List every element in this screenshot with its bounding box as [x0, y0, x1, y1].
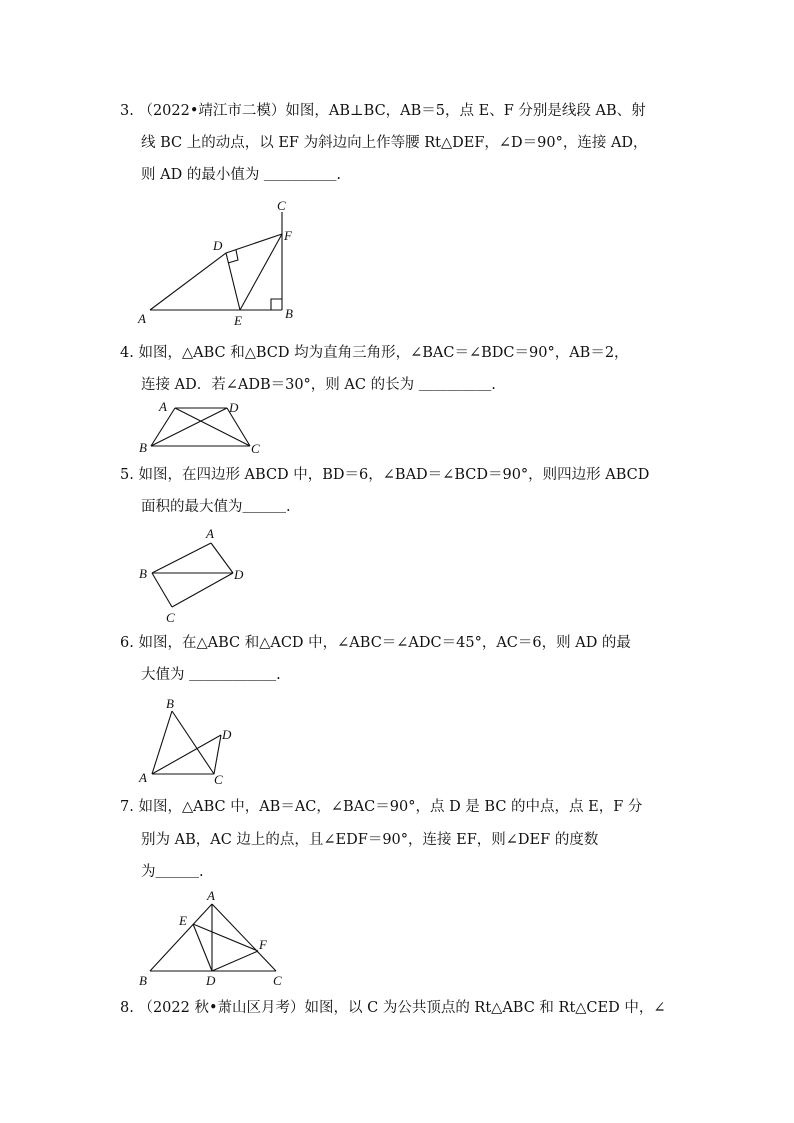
label-E: E — [234, 313, 242, 328]
label-D: D — [213, 238, 223, 253]
label-D: D — [234, 567, 244, 582]
label-B: B — [139, 973, 147, 988]
label-B: B — [139, 566, 147, 581]
label-D: D — [229, 400, 239, 415]
label-C: C — [273, 973, 282, 988]
problem-5-line-2: 面积的最大值为＿＿＿. — [141, 499, 291, 515]
problem-6-line-1: 6. 如图，在△ABC 和△ACD 中，∠ABC＝∠ADC＝45°，AC＝6，则 AD 的最 — [120, 635, 631, 651]
problem-3-line-2: 线 BC 上的动点，以 EF 为斜边向上作等腰 Rt△DEF，∠D＝90°，连接 AD， — [141, 135, 648, 151]
label-B: B — [285, 306, 293, 321]
problem-7-line-1: 7. 如图，△ABC 中，AB＝AC，∠BAC＝90°，点 D 是 BC 的中点，点 E，F 分 — [120, 799, 643, 815]
label-C: C — [251, 441, 260, 456]
label-B: B — [139, 440, 147, 455]
label-C: C — [166, 610, 175, 625]
label-D: D — [206, 973, 216, 988]
label-F: F — [284, 228, 292, 243]
label-A: A — [159, 399, 167, 414]
label-A: A — [207, 888, 215, 903]
label-B: B — [166, 696, 174, 711]
label-A: A — [139, 770, 147, 785]
label-A: A — [138, 311, 146, 326]
label-E: E — [179, 913, 187, 928]
problem-4-line-2: 连接 AD．若∠ADB＝30°，则 AC 的长为 ＿＿＿＿＿. — [141, 377, 496, 393]
label-A: A — [206, 526, 214, 541]
problem-3-line-3: 则 AD 的最小值为 ＿＿＿＿＿. — [141, 167, 342, 183]
problem-7-line-3: 为＿＿＿. — [141, 864, 204, 880]
label-C: C — [277, 198, 286, 213]
problem-6-line-2: 大值为 ＿＿＿＿＿＿. — [141, 667, 281, 683]
problem-8-line-1: 8. （2022 秋•萧山区月考）如图，以 C 为公共顶点的 Rt△ABC 和 Rt△CED 中，∠ — [120, 1000, 666, 1016]
label-C: C — [214, 772, 223, 787]
problem-5-line-1: 5. 如图，在四边形 ABCD 中，BD＝6，∠BAD＝∠BCD＝90°，则四边形 ABCD — [120, 467, 650, 483]
problem-3-line-1: 3. （2022•靖江市二模）如图，AB⊥BC，AB＝5，点 E、F 分别是线段 AB、射 — [120, 103, 646, 119]
label-F: F — [259, 937, 267, 952]
label-D: D — [222, 727, 232, 742]
problem-4-line-1: 4. 如图，△ABC 和△BCD 均为直角三角形，∠BAC＝∠BDC＝90°，AB＝2， — [120, 345, 629, 361]
problem-7-line-2: 别为 AB，AC 边上的点，且∠EDF＝90°，连接 EF，则∠DEF 的度数 — [141, 832, 599, 848]
